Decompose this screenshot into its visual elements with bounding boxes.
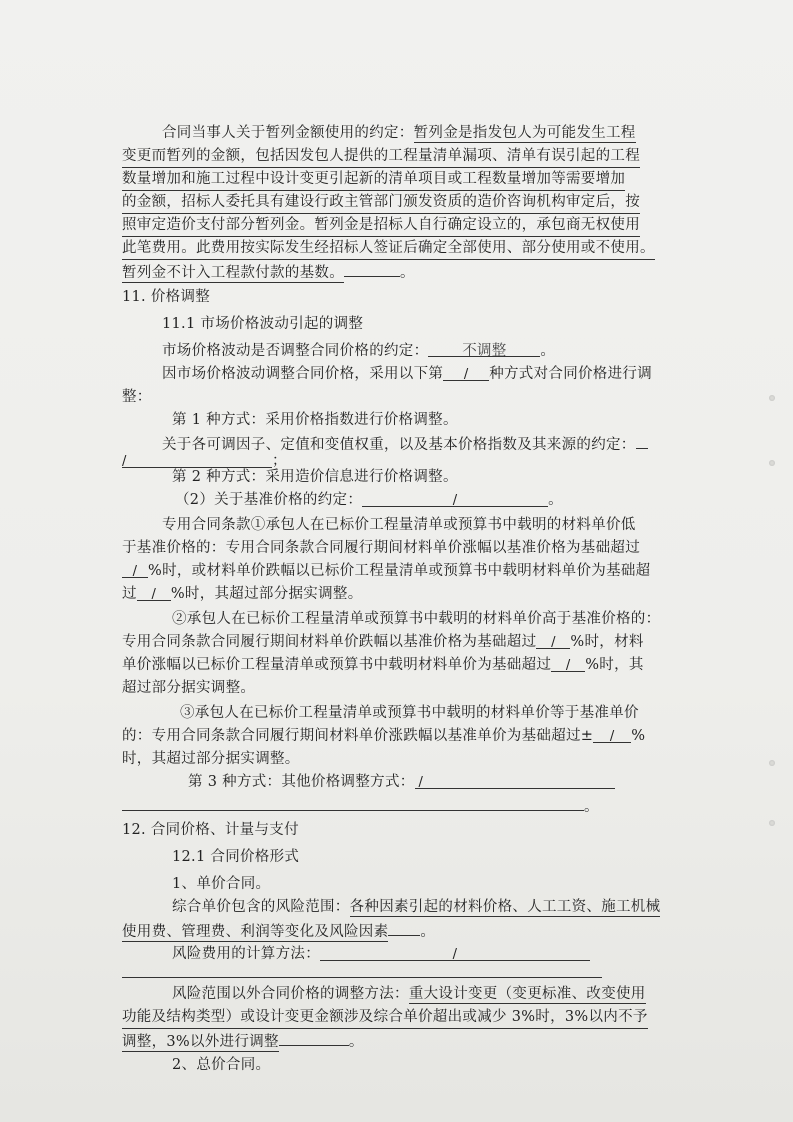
total-price-contract: 2、总价合同。 bbox=[172, 1057, 271, 1073]
method-number: / bbox=[443, 365, 489, 381]
label: 单价涨幅以已标价工程量清单或预算书中载明材料单价为基础超过 bbox=[122, 657, 552, 673]
clause-1-line-1: 专用合同条款①承包人在已标价工程量清单或预算书中载明的材料单价低 bbox=[162, 517, 636, 533]
underlined-value: 暂列金不计入工程款付款的基数。 bbox=[122, 265, 344, 281]
binding-hole bbox=[769, 760, 775, 766]
underlined-value: 暂列金是指发包人为可能发生工程 bbox=[413, 125, 636, 141]
punct: 。 bbox=[400, 265, 415, 281]
unit-price-contract: 1、单价合同。 bbox=[172, 876, 271, 892]
label: 种方式对合同价格进行调 bbox=[489, 366, 653, 382]
clause-1-line-2: 于基准价格的：专用合同条款合同履行期间材料单价涨幅以基准价格为基础超过 bbox=[122, 540, 640, 556]
provisional-sum-line-7 bbox=[122, 261, 415, 283]
label: 因市场价格波动调整合同价格，采用以下第 bbox=[162, 366, 444, 382]
risk-cost-blank bbox=[122, 962, 602, 984]
risk-scope-line-2 bbox=[122, 920, 435, 942]
label: % bbox=[631, 728, 646, 744]
percent-value: / bbox=[551, 656, 585, 672]
clause-2-line-1: ②承包人在已标价工程量清单或预算书中载明的材料单价高于基准价格的： bbox=[172, 611, 661, 627]
blank-line bbox=[122, 795, 584, 811]
section-12-title: 12. 合同价格、计量与支付 bbox=[122, 822, 299, 838]
label: 风险费用的计算方法： bbox=[172, 946, 320, 962]
section-12-1-title: 12.1 合同价格形式 bbox=[172, 849, 300, 865]
percent-value: / bbox=[536, 633, 570, 649]
binding-hole bbox=[769, 820, 775, 826]
provisional-sum-line-5: 照审定造价支付部分暂列金。暂列金是招标人自行确定设立的，承包商无权使用 bbox=[122, 215, 640, 237]
risk-cost-line bbox=[172, 944, 590, 964]
label: 市场价格波动是否调整合同价格的约定： bbox=[162, 343, 429, 359]
clause-2-line-4: 超过部分据实调整。 bbox=[122, 680, 256, 696]
method-3-line bbox=[188, 772, 615, 792]
risk-cost-value: / bbox=[320, 945, 590, 961]
clause-2-line-2 bbox=[122, 632, 644, 652]
clause-3-line-2 bbox=[122, 726, 645, 746]
provisional-sum-line-2: 变更而暂列的金额，包括因发包人提供的工程量清单漏项、清单有误引起的工程 bbox=[122, 146, 640, 168]
provisional-sum-line-6: 此笔费用。此费用按实际发生经招标人签证后确定全部使用、部分使用或不使用。 bbox=[122, 238, 655, 260]
clause-3-line-3: 时，其超过部分据实调整。 bbox=[122, 751, 300, 767]
adjust-method-line bbox=[162, 364, 652, 384]
provisional-sum-line-1 bbox=[162, 123, 636, 143]
blank-line bbox=[279, 1030, 349, 1046]
section-11-title: 11. 价格调整 bbox=[122, 289, 211, 305]
section-11-1-title: 11.1 市场价格波动引起的调整 bbox=[162, 316, 364, 332]
punct: 。 bbox=[548, 492, 563, 508]
price-adjust-line-2: 功能及结构类型）或设计变更金额涉及综合单价超出或减少 3%时，3%以内不予 bbox=[122, 1007, 648, 1029]
label: %时，其超过部分据实调整。 bbox=[170, 586, 363, 602]
clause-1-line-4 bbox=[122, 584, 363, 604]
punct: ； bbox=[272, 453, 287, 469]
label: 过 bbox=[122, 586, 137, 602]
label: 综合单价包含的风险范围： bbox=[172, 899, 350, 915]
percent-value: / bbox=[122, 562, 148, 578]
punct: 。 bbox=[420, 924, 436, 940]
risk-scope-line-1 bbox=[172, 897, 660, 917]
label: 关于各可调因子、定值和变值权重，以及基本价格指数及其来源的约定： bbox=[162, 437, 636, 453]
label: 第 3 种方式：其他价格调整方式： bbox=[188, 774, 415, 790]
clause-2-line-3 bbox=[122, 655, 644, 675]
market-fluctuation-line bbox=[162, 341, 555, 361]
adjust-method-line-2: 整： bbox=[122, 389, 152, 405]
clause-3-line-1: ③承包人在已标价工程量清单或预算书中载明的材料单价等于基准单价 bbox=[180, 705, 639, 721]
method-3-value: / bbox=[415, 773, 615, 789]
method-3-blank bbox=[122, 795, 599, 817]
percent-value: / bbox=[137, 585, 171, 601]
blank-line bbox=[388, 920, 420, 936]
provisional-sum-line-4: 的金额，招标人委托具有建设行政主管部门颁发资质的造价咨询机构审定后，按 bbox=[122, 192, 640, 214]
method-1-value: / bbox=[122, 452, 272, 468]
base-price-value: / bbox=[362, 491, 548, 507]
method-2-title: 第 2 种方式：采用造价信息进行价格调整。 bbox=[172, 469, 458, 485]
binding-hole bbox=[769, 395, 775, 401]
label: %时，或材料单价跌幅以已标价工程量清单或预算书中载明材料单价为基础超 bbox=[148, 563, 651, 579]
punct: 。 bbox=[348, 1034, 364, 1050]
label: 的：专用合同条款合同履行期间材料单价涨跌幅以基准单价为基础超过± bbox=[122, 728, 594, 744]
blank-line bbox=[636, 433, 648, 449]
label: （2）关于基准价格的约定： bbox=[175, 492, 363, 508]
underlined-value: 使用费、管理费、利润等变化及风险因素 bbox=[122, 924, 389, 940]
label: %时，材料 bbox=[570, 634, 644, 650]
punct: 。 bbox=[584, 799, 599, 815]
underlined-value: 调整，3%以外进行调整 bbox=[122, 1034, 279, 1050]
blank-line bbox=[344, 261, 400, 277]
method-1-title: 第 1 种方式：采用价格指数进行价格调整。 bbox=[172, 412, 458, 428]
label: 合同当事人关于暂列金额使用的约定： bbox=[162, 125, 414, 141]
binding-hole bbox=[769, 460, 775, 466]
label: %时，其 bbox=[585, 657, 644, 673]
percent-value: / bbox=[593, 727, 631, 743]
base-price-line bbox=[175, 490, 563, 510]
clause-1-line-3 bbox=[122, 561, 650, 581]
underlined-value: 重大设计变更（变更标准、改变使用 bbox=[408, 986, 646, 1002]
blank-line bbox=[122, 962, 602, 978]
punct: 。 bbox=[540, 343, 556, 359]
provisional-sum-line-3: 数量增加和施工过程中设计变更引起新的清单项目或工程数量增加等需要增加 bbox=[122, 169, 625, 191]
price-adjust-line-1 bbox=[172, 984, 646, 1004]
label: 专用合同条款合同履行期间材料单价跌幅以基准价格为基础超过 bbox=[122, 634, 537, 650]
adjust-value: 不调整 bbox=[428, 341, 540, 357]
underlined-value: 各种因素引起的材料价格、人工工资、施工机械 bbox=[349, 899, 661, 915]
price-adjust-line-3 bbox=[122, 1030, 364, 1052]
label: 风险范围以外合同价格的调整方法： bbox=[172, 986, 409, 1002]
